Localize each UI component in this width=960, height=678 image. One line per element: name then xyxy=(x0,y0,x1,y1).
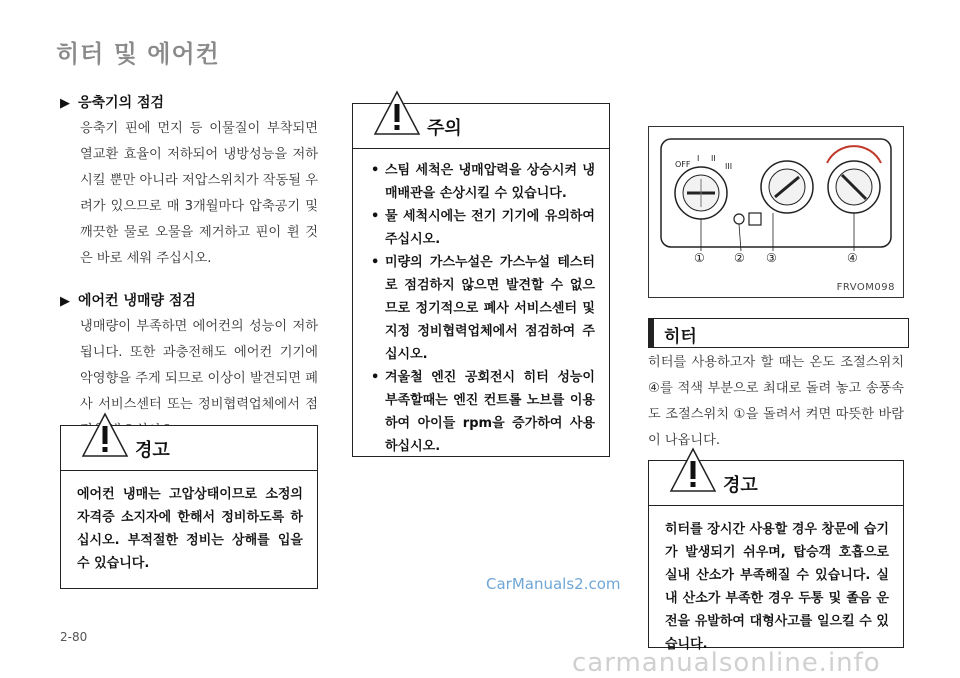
list-item: • 스팀 세척은 냉매압력을 상승시켜 냉매배관을 손상시킬 수 있습니다. xyxy=(369,159,595,205)
warning-title: 경고 xyxy=(135,440,170,461)
warning-header xyxy=(649,461,903,506)
section-heading: ▶ 응축기의 점검 xyxy=(60,95,165,111)
warning-title: 경고 xyxy=(723,475,758,496)
section-body: 응축기 핀에 먼지 등 이물질이 부착되면 열교환 효율이 저하되어 냉방성능을 저하시킬 뿐만 아니라 저압스위치가 작동될 우려가 있으므로 매 3개월마다 압축공기 및 깨끗한 물로 오물을 제거하고 핀이 휜 것은 바로 세워 주십시오. xyxy=(80,121,318,266)
warning-body: 히터를 장시간 사용할 경우 창문에 습기가 발생되기 쉬우며, 탑승객 호흡으로 실내 산소가 부족해질 수 있습니다. 실내 산소가 부족한 경우 두통 및 졸음 운전을 유발하여 대형사고를 일으킬 수 있습니다. xyxy=(665,522,889,652)
list-item: • 겨울철 엔진 공회전시 히터 성능이 부족할때는 엔진 컨트롤 노브를 이용하여 아이들 rpm을 증가하여 사용하십시오. xyxy=(369,366,595,458)
warning-triangle-icon xyxy=(669,447,717,493)
caution-header xyxy=(353,104,609,149)
callout-3: ③ xyxy=(766,251,777,265)
warning-header xyxy=(61,426,317,471)
left-column xyxy=(60,92,318,444)
heater-control-figure xyxy=(648,126,904,298)
footer-watermark: carmanualsonline.info xyxy=(572,648,881,678)
svg-text:II: II xyxy=(711,154,716,163)
caution-box xyxy=(352,103,610,457)
section-condenser xyxy=(60,92,318,272)
heater-title: 히터 xyxy=(664,327,697,347)
page-title: 히터 및 에어컨 xyxy=(56,40,220,68)
warning-box-right xyxy=(648,460,904,652)
svg-text:I: I xyxy=(697,154,700,163)
page-number: 2-80 xyxy=(60,630,88,644)
svg-text:III: III xyxy=(725,162,733,171)
callout-4: ④ xyxy=(847,251,858,265)
svg-text:OFF: OFF xyxy=(675,160,691,169)
warning-triangle-icon xyxy=(373,90,421,136)
caution-list xyxy=(369,159,595,458)
triangle-right-icon: ▶ xyxy=(60,96,70,111)
figure-label: FRVOM098 xyxy=(836,282,895,293)
section-body: 냉매량이 부족하면 에어컨의 성능이 저하됩니다. 또한 과충전해도 에어컨 기기에 악영향을 주게 되므로 이상이 발견되면 폐사 서비스센터 또는 정비협력업체에서 점 xyxy=(80,319,318,412)
warning-body: 에어컨 냉매는 고압상태이므로 소정의 자격증 소지자에 한해서 정비하도록 하십시오. 부적절한 정비는 상해를 입을 수 있습니다. xyxy=(77,487,303,571)
list-item: • 물 세척시에는 전기 기기에 유의하여 주십시오. xyxy=(369,205,595,251)
callout-1: ① xyxy=(694,251,705,265)
section-heading: ▶ 에어컨 냉매량 점검 xyxy=(60,293,196,309)
heater-body: 히터를 사용하고자 할 때는 온도 조절스위치 ④를 적색 부분으로 최대로 돌려 놓고 송풍속도 조절스위치 ①을 돌려서 켜면 따뜻한 바람이 나옵니다. xyxy=(648,355,904,448)
caution-title: 주의 xyxy=(427,118,462,139)
callout-2: ② xyxy=(734,251,745,265)
list-item: • 미량의 가스누설은 가스누설 테스터로 점검하지 않으면 발견할 수 없으므로 정기적으로 폐사 서비스센터 및 지정 정비협력업체에서 점검하여 주십시오. xyxy=(369,251,595,366)
triangle-right-icon: ▶ xyxy=(60,294,70,309)
heater-heading-bar xyxy=(648,318,909,348)
warning-triangle-icon xyxy=(81,412,129,458)
caution-body xyxy=(353,149,609,468)
heater-description xyxy=(648,350,904,454)
watermark-text: CarManuals2.com xyxy=(486,575,621,593)
heater-control-panel-illustration xyxy=(649,127,903,297)
warning-box-left xyxy=(60,425,318,589)
